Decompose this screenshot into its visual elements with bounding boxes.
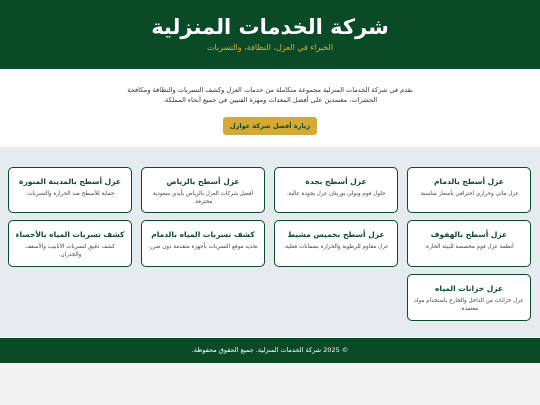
page-background <box>0 363 540 405</box>
site-header <box>0 0 540 69</box>
visit-company-button[interactable]: زيارة أفضل شركة عوازل <box>223 117 317 135</box>
service-title: عزل أسطح بخميس مشيط <box>287 230 385 239</box>
service-card[interactable] <box>407 220 531 267</box>
intro-section <box>0 69 540 147</box>
service-description: عزل مائي وحراري احترافي بأسعار مناسبة. <box>419 191 519 197</box>
service-title: عزل خزانات المياه <box>434 284 504 293</box>
service-description: تحديد موقع التسربات بأجهزة متقدمة دون ضرر. <box>148 244 258 250</box>
service-title: عزل أسطح بالمدينة المنورة <box>19 177 121 186</box>
intro-text: نقدم في شركة الخدمات المنزلية مجموعة متكاملة من خدمات العزل وكشف التسربات والنظافة ومكافحة الحشرات، معتمدين على أفضل المعدات ومهرة الفنيين في جميع أنحاء المملكة. <box>127 86 413 104</box>
service-description: حلول فوم وبولي يوريثان عزل بجودة عالية. <box>286 191 386 197</box>
service-title: كشف تسربات المياه بالأحساء <box>15 230 125 239</box>
service-description: أفضل شركات العزل بالرياض بأيدي سعودية محترفة. <box>152 191 254 205</box>
copyright-text: © 2025 شركة الخدمات المنزلية. جميع الحقوق محفوظة. <box>191 346 349 354</box>
service-card[interactable] <box>274 220 398 267</box>
service-description: أنظمة عزل فوم مخصصة للبيئة الحارة. <box>424 244 514 250</box>
service-card[interactable] <box>141 167 265 213</box>
services-grid <box>0 147 540 337</box>
service-title: كشف تسربات المياه بالدمام <box>151 230 255 239</box>
service-card[interactable] <box>8 167 132 213</box>
service-title: عزل أسطح بالرياض <box>166 177 240 186</box>
service-description: عزل خزانات من الداخل والخارج باستخدام مواد معتمدة. <box>414 298 524 312</box>
service-card[interactable] <box>407 274 531 321</box>
site-footer <box>0 338 540 363</box>
service-card[interactable] <box>8 220 132 267</box>
page-title: شركة الخدمات المنزلية <box>151 15 389 39</box>
page-subtitle: الخبراء في العزل، النظافة، والتسربات <box>206 43 334 52</box>
service-title: عزل أسطح بالهفوف <box>430 230 508 239</box>
service-title: عزل أسطح بالدمام <box>434 177 504 186</box>
service-description: حماية للأسطح ضد الحرارة والتسربات. <box>25 191 115 197</box>
service-card[interactable] <box>407 167 531 213</box>
service-card[interactable] <box>141 220 265 267</box>
service-description: كشف دقيق لتسربات الأنابيب والأسقف والجدران. <box>25 244 115 258</box>
service-card[interactable] <box>274 167 398 213</box>
service-description: عزل مقاوم للرطوبة والحرارة بضمانات فعلية. <box>283 244 389 250</box>
service-title: عزل أسطح بجدة <box>305 177 367 186</box>
